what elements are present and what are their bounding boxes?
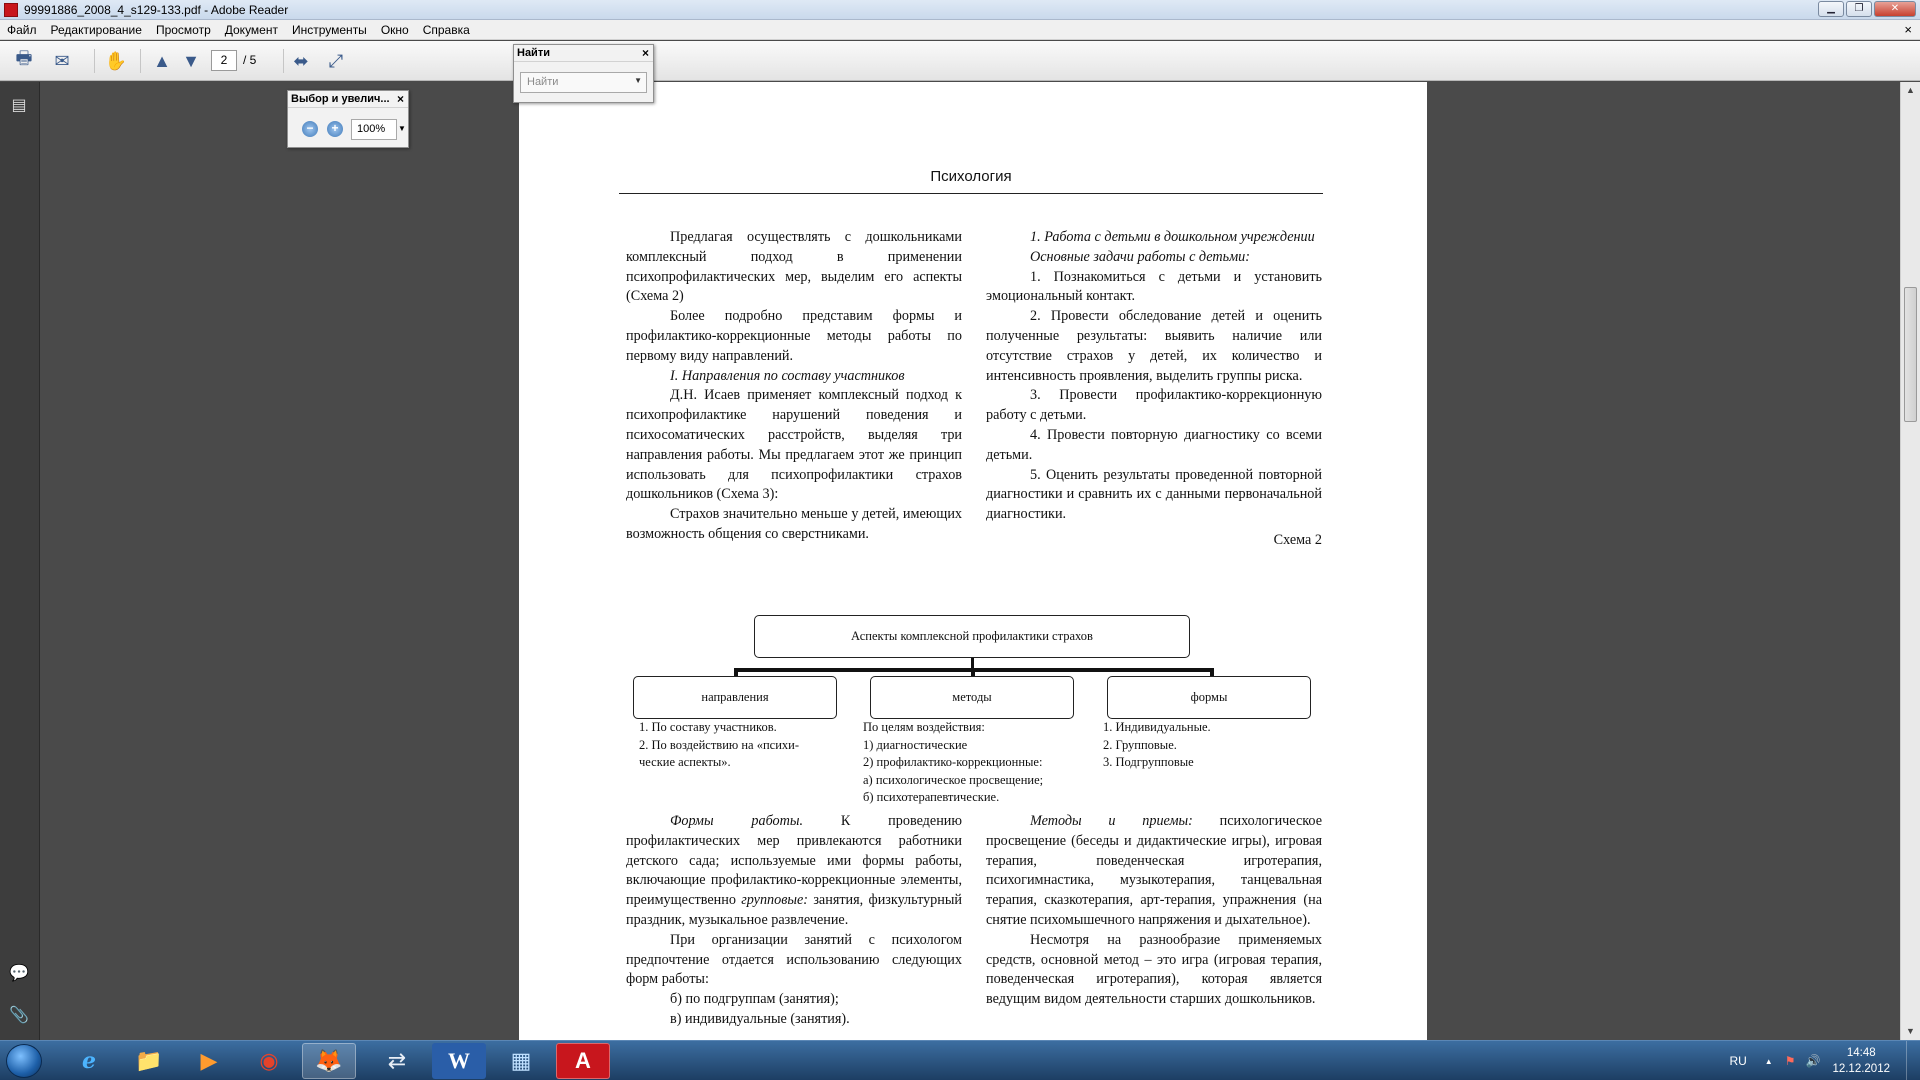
list-item: 1. Индивидуальные. (1103, 720, 1211, 734)
chevron-down-icon[interactable]: ▼ (398, 124, 406, 133)
scroll-down-icon[interactable]: ▼ (1906, 1026, 1915, 1036)
previous-page-icon[interactable]: ▲ (153, 50, 171, 71)
acrobat-icon[interactable]: A (556, 1043, 610, 1079)
paragraph: Более подробно представим формы и профилактико-коррекционные методы работы по первому виду направлений. (626, 308, 962, 364)
word-icon[interactable]: W (432, 1043, 486, 1079)
subheading: Основные задачи работы с детьми: (1030, 248, 1250, 265)
find-panel-title: Найти (514, 45, 653, 62)
list-item: ческие аспекты». (639, 755, 731, 769)
directions-list (639, 719, 849, 772)
list-item: По целям воздействия: (863, 720, 985, 734)
scroll-up-icon[interactable]: ▲ (1906, 85, 1915, 95)
start-button[interactable] (6, 1044, 42, 1078)
attachments-icon[interactable]: 📎 (9, 1007, 29, 1024)
scheme-label: Схема 2 (1273, 531, 1322, 548)
zoom-panel (287, 90, 409, 148)
paragraph: б) по подгруппам (занятия); (670, 991, 839, 1008)
paragraph (986, 812, 1322, 931)
zoom-out-icon[interactable]: − (302, 121, 318, 137)
right-column-bottom (986, 812, 1322, 1010)
text-run: К проведению профилактических мер привлекаются работники детского сада; используемые ими формы работы, включающие профилактико-коррекционные элементы, преимущественно (626, 813, 962, 909)
show-desktop-button[interactable] (1906, 1041, 1920, 1080)
window-controls (1818, 1, 1916, 17)
pages-panel-icon[interactable]: ▤ (11, 97, 27, 114)
menu-bar (0, 20, 1920, 40)
paragraph: 3. Провести профилактико-коррекционную работу с детьми. (986, 387, 1322, 424)
page-number-input[interactable]: 2 (211, 50, 237, 71)
left-column-bottom (626, 812, 962, 1030)
zoom-in-icon[interactable]: + (327, 121, 343, 137)
paragraph: Предлагая осуществлять с дошкольниками комплексный подход в применении психопрофилактических мер, выделим его аспекты (Схема 2) (626, 229, 962, 305)
left-column-top (626, 228, 962, 545)
list-item: а) психологическое просвещение; (863, 772, 1044, 787)
hand-tool-icon[interactable]: ✋ (104, 50, 128, 71)
next-page-icon[interactable]: ▼ (182, 50, 200, 71)
minimize-button[interactable]: ▁ (1818, 1, 1844, 17)
paragraph: 5. Оценить результаты проведенной повторной диагностики и сравнить их с данными первоначальной диагностики. (986, 466, 1322, 523)
maximize-button[interactable]: ❐ (1846, 1, 1872, 17)
menu-document[interactable]: Документ (224, 22, 278, 37)
action-center-icon[interactable]: ⚑ (1784, 1054, 1796, 1068)
clock-date: 12.12.2012 (1832, 1063, 1890, 1075)
media-player-icon[interactable]: ▶ (200, 1048, 218, 1073)
page-total: / 5 (243, 53, 257, 67)
taskbar (0, 1040, 1920, 1080)
zoom-level-input[interactable]: 100% (351, 119, 397, 140)
paragraph: Несмотря на разнообразие применяемых средств, основной метод – это игра (игровая терапия, поведенческая игротерапия), которая является ведущим видом деятельности старших дошкольников. (986, 931, 1322, 1008)
methods-list (863, 719, 1103, 807)
section-heading: 1. Работа с детьми в дошкольном учреждении (1030, 229, 1315, 245)
emphasis: групповые: (741, 892, 809, 909)
scheme-box-methods: методы (870, 676, 1074, 719)
emphasis: Методы и приемы: (1030, 813, 1193, 829)
text-run: занятия, физкультурный праздник, музыкальное развлечение. (626, 892, 962, 928)
paragraph: Страхов значительно меньше у детей, имеющих возможность общения со сверстниками. (626, 506, 962, 542)
clock-time: 14:48 (1846, 1047, 1876, 1059)
list-item: 2) профилактико-коррекционные: (863, 755, 1043, 769)
comments-icon[interactable]: 💬 (9, 965, 29, 982)
section-heading: I. Направления по составу участников (670, 367, 905, 384)
list-item: 1) диагностические (863, 737, 968, 752)
scrollbar-thumb[interactable] (1904, 287, 1917, 422)
chevron-down-icon[interactable]: ▼ (634, 76, 642, 85)
menu-help[interactable]: Справка (422, 22, 470, 37)
paragraph: Д.Н. Исаев применяет комплексный подход к психопрофилактике нарушений поведения и психосоматических расстройств, выделяя три направления работы. Мы предлагаем этот же принцип использовать для психопрофилактики страхов дошкольников (Схема 3): (626, 387, 962, 503)
right-column-top (986, 228, 1322, 551)
paragraph (626, 812, 962, 931)
vertical-scrollbar[interactable] (1900, 82, 1920, 1040)
forms-list (1103, 719, 1313, 772)
navigation-pane (0, 82, 40, 1040)
paragraph: При организации занятий с психологом предпочтение отдается использованию следующих форм работы: (626, 931, 962, 988)
find-panel (513, 44, 654, 103)
internet-explorer-icon[interactable]: e (82, 1048, 96, 1074)
zoom-panel-close-icon[interactable]: × (396, 92, 404, 106)
toolbar (0, 41, 1920, 81)
list-item: 3. Подгрупповые (1103, 755, 1194, 769)
emphasis: Формы работы. (670, 813, 804, 829)
pdf-page (519, 82, 1427, 1040)
menu-file[interactable]: Файл (7, 22, 37, 37)
toolbar-separator (283, 49, 284, 73)
toolbar-separator (94, 49, 95, 73)
find-placeholder: Найти (527, 76, 559, 88)
close-button[interactable]: ✕ (1874, 1, 1916, 17)
scheme-root-box: Аспекты комплексной профилактики страхов (754, 615, 1190, 658)
fit-width-icon[interactable]: ⬌ (293, 50, 309, 71)
calculator-icon[interactable]: ▦ (510, 1048, 532, 1073)
chrome-icon[interactable]: ◉ (259, 1048, 279, 1073)
menu-edit[interactable]: Редактирование (50, 22, 142, 37)
scheme-box-forms: формы (1107, 676, 1311, 719)
list-item: 1. По составу участников. (639, 720, 777, 734)
explorer-icon[interactable]: 📁 (135, 1048, 163, 1073)
list-item: 2. По воздействию на «психи- (639, 737, 799, 752)
print-icon[interactable]: 🖶 (15, 48, 33, 68)
window-titlebar (0, 0, 1920, 20)
menu-window[interactable]: Окно (380, 22, 409, 37)
zoom-panel-title: Выбор и увелич... (288, 91, 408, 108)
adobe-reader-icon (4, 3, 18, 17)
window-title: 99991886_2008_4_s129-133.pdf - Adobe Reader (24, 2, 289, 17)
fit-page-icon[interactable]: ⤢ (328, 50, 344, 71)
tray-expand-icon[interactable]: ▲ (1764, 1056, 1773, 1066)
find-input[interactable] (520, 72, 647, 93)
toolbar-separator (140, 49, 141, 73)
network-icon[interactable]: ⇄ (387, 1048, 407, 1073)
paragraph: в) индивидуальные (занятия). (670, 1010, 850, 1027)
scheme-box-directions: направления (633, 676, 837, 719)
firefox-icon[interactable]: 🦊 (302, 1043, 356, 1079)
list-item: 2. Групповые. (1103, 737, 1177, 752)
list-item: б) психотерапевтические. (863, 790, 1000, 804)
paragraph: 4. Провести повторную диагностику со всеми детьми. (986, 426, 1322, 463)
menu-tools[interactable]: Инструменты (291, 22, 367, 37)
paragraph: 2. Провести обследование детей и оценить полученные результаты: выявить наличие или отсутствие страхов у детей, их количество и интенсивность проявления, выделить группы риска. (986, 308, 1322, 384)
menu-view[interactable]: Просмотр (155, 22, 211, 37)
volume-icon[interactable]: 🔊 (1805, 1054, 1821, 1068)
text-run: психологическое просвещение (беседы и дидактические игры), игровая терапия, поведенческая игротерапия, психогимнастика, музыкотерапия, танцевальная терапия, сказкотерапия, арт-терапия, упражнения (на снятие психомышечного напряжения и дыхательное). (986, 813, 1322, 928)
system-tray (1729, 1041, 1920, 1080)
email-icon[interactable]: ✉ (54, 50, 70, 71)
language-indicator[interactable]: RU (1729, 1054, 1747, 1068)
running-head: Психология (619, 168, 1323, 194)
paragraph: 1. Познакомиться с детьми и установить эмоциональный контакт. (986, 268, 1322, 305)
clock[interactable] (1832, 1045, 1890, 1077)
close-document-icon[interactable]: × (1904, 22, 1912, 37)
find-panel-close-icon[interactable]: × (641, 46, 649, 60)
